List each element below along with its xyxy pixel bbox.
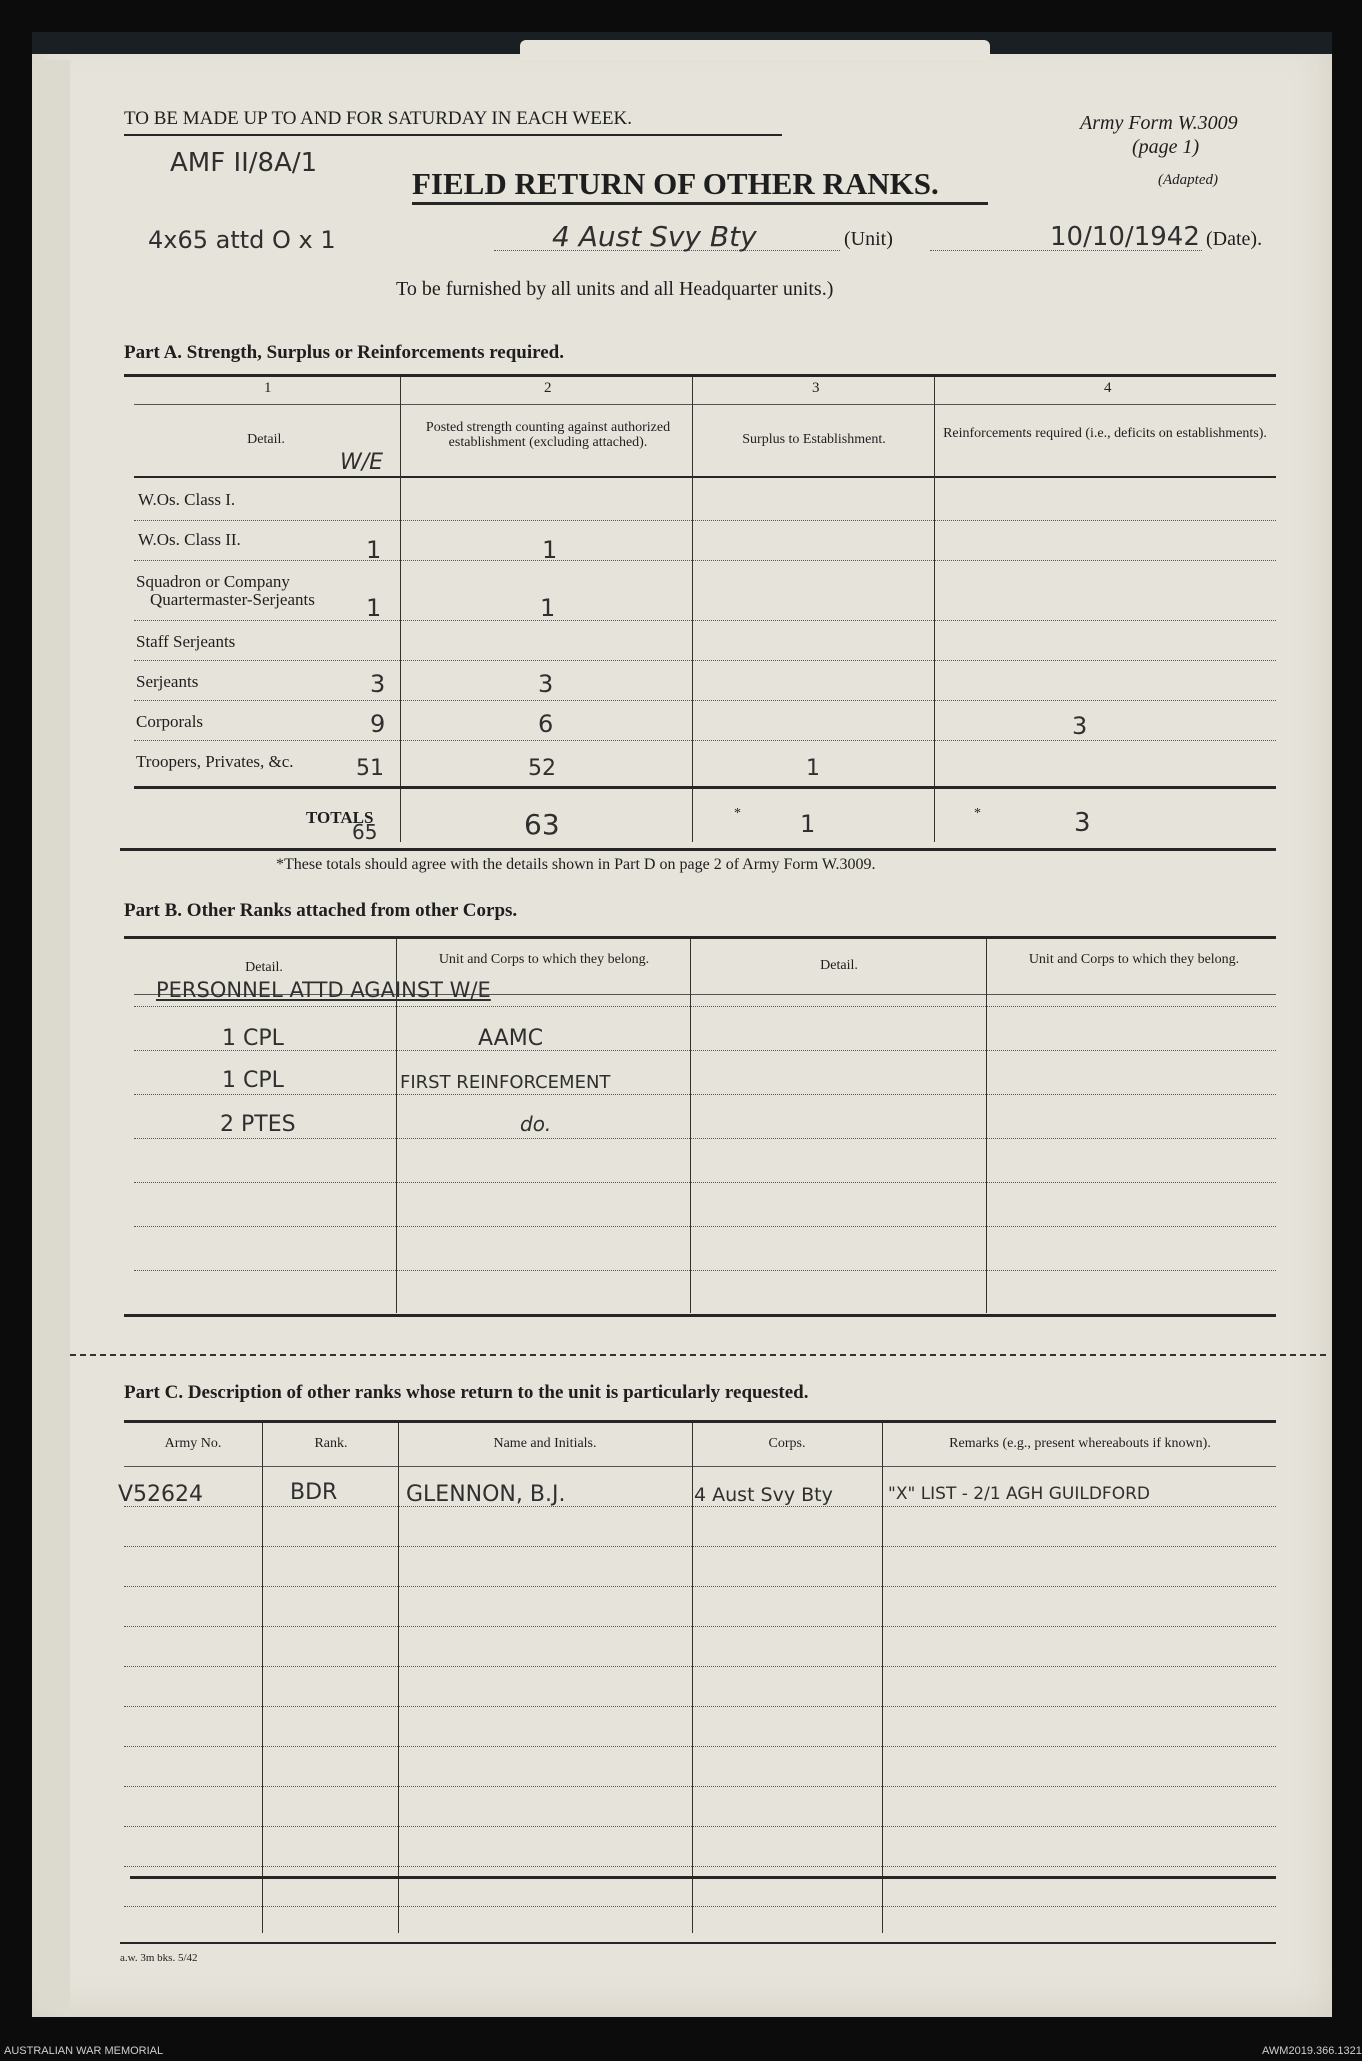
part-c-row-1-army-no: V52624 [118,1482,204,1507]
part-b-top-rule [124,936,1276,939]
posted-serjeants: 3 [538,670,554,698]
row-rule [134,1226,1276,1227]
row-rule [134,1050,1276,1051]
part-c-divider-1 [262,1423,263,1933]
posted-wo-class-2: 1 [542,536,558,564]
col-number-2: 2 [544,380,552,396]
part-b-header-unit-2: Unit and Corps to which they belong. [1028,952,1240,967]
row-rule [124,1786,1276,1787]
we-label: W/E [340,450,384,475]
posted-corporals: 6 [538,710,554,738]
we-corporals: 9 [370,710,386,738]
part-b-row-3-detail: 2 PTES [220,1112,296,1137]
archive-caption-left: AUSTRALIAN WAR MEMORIAL [4,2045,164,2057]
part-b-divider-3 [986,939,987,1313]
row-label-staff-serjeants: Staff Serjeants [136,632,236,651]
perforation-line [70,1354,1326,1356]
part-b-row-3-unit: do. [520,1112,552,1136]
part-b-bottom-rule [124,1314,1276,1317]
totals-reinf: 3 [1074,808,1091,838]
part-c-bottom-rule [120,1942,1276,1944]
instruction-line: TO BE MADE UP TO AND FOR SATURDAY IN EACH WEEK. [124,108,632,129]
row-rule [124,1826,1276,1827]
part-c-header-rule [124,1466,1276,1467]
form-number: Army Form W.3009 [1080,112,1238,134]
part-b-divider-2 [690,939,691,1313]
part-b-subheading: PERSONNEL ATTD AGAINST W/E [156,978,491,1002]
row-rule [124,1746,1276,1747]
totals-surplus: 1 [800,810,816,838]
part-a-divider-1 [400,377,401,842]
part-c-row-1-corps: 4 Aust Svy Bty [694,1484,833,1506]
part-b-header-detail-2: Detail. [820,958,858,973]
part-b-header-unit-1: Unit and Corps to which they belong. [438,952,650,967]
col-number-3: 3 [812,380,820,396]
row-rule [134,620,1276,621]
part-a-totals-rule [134,786,1276,789]
col-number-1: 1 [264,380,272,396]
we-sqms: 1 [366,594,382,622]
part-c-header-army-no: Army No. [164,1436,222,1451]
date-value: 10/10/1942 [1050,222,1200,252]
row-rule [124,1586,1276,1587]
part-b-row-1-unit: AAMC [478,1026,544,1051]
totals-reinf-asterisk: * [974,806,981,821]
reinf-corporals: 3 [1072,712,1088,740]
totals-surplus-asterisk: * [734,806,741,821]
form-title: FIELD RETURN OF OTHER RANKS. [412,166,939,201]
row-label-serjeants: Serjeants [136,672,199,691]
part-c-header-name: Name and Initials. [493,1436,597,1451]
row-rule [134,1182,1276,1183]
part-c-row-1-name: GLENNON, B.J. [406,1482,566,1507]
part-c-row-1-remarks: "X" LIST - 2/1 AGH GUILDFORD [888,1484,1150,1504]
part-c-header-remarks: Remarks (e.g., present whereabouts if known). [949,1436,1211,1451]
row-rule [124,1626,1276,1627]
totals-we: 65 [352,820,378,844]
row-rule [134,520,1276,521]
row-label-wo-class-1: W.Os. Class I. [138,490,236,509]
row-rule [134,660,1276,661]
part-a-divider-3 [934,377,935,842]
part-b-header-detail-1: Detail. [245,960,283,975]
we-wo-class-2: 1 [366,536,382,564]
header-detail: Detail. [247,432,285,447]
part-a-divider-2 [692,377,693,842]
row-rule [134,740,1276,741]
part-c-top-rule [124,1420,1276,1423]
part-c-bottom-double-rule [130,1876,1276,1879]
page-number: (page 1) [1132,136,1200,158]
title-underline [412,202,988,205]
we-privates: 51 [356,756,384,781]
date-label: (Date). [1206,228,1263,250]
row-rule [124,1666,1276,1667]
row-rule [124,1546,1276,1547]
form-paper [32,32,1332,2017]
col-number-rule [134,404,1276,405]
col-number-4: 4 [1104,380,1112,396]
part-c-heading: Part C. Description of other ranks whose return to the unit is particularly requested. [124,1382,809,1403]
surplus-privates: 1 [806,756,820,781]
part-a-top-rule [124,374,1276,377]
row-label-sqms-2: Quartermaster-Serjeants [150,590,315,609]
torn-paper-edge [520,40,990,60]
part-c-header-rank: Rank. [314,1436,348,1451]
posted-sqms: 1 [540,594,556,622]
archive-caption-right: AWM2019.366.1321 [1262,2045,1362,2057]
row-rule [134,700,1276,701]
row-rule [124,1906,1276,1907]
part-c-divider-2 [398,1423,399,1933]
part-a-heading: Part A. Strength, Surplus or Reinforcements required. [124,342,564,363]
row-rule [134,1138,1276,1139]
unit-label: (Unit) [844,228,893,250]
totals-label: TOTALS [306,808,374,827]
row-rule [124,1706,1276,1707]
part-b-row-2-unit: FIRST REINFORCEMENT [400,1072,611,1093]
part-a-footnote: *These totals should agree with the details shown in Part D on page 2 of Army Form W.3009. [276,856,876,873]
part-a-bottom-rule [120,848,1276,851]
part-c-header-corps: Corps. [768,1436,806,1451]
row-rule [134,560,1276,561]
row-label-sqms: Squadron or Company [136,572,290,591]
part-c-divider-4 [882,1423,883,1933]
instruction-underline [124,134,782,136]
furnish-note: To be furnished by all units and all Headquarter units.) [396,278,834,300]
row-label-privates: Troopers, Privates, &c. [136,752,294,771]
totals-posted: 63 [524,808,560,841]
strength-note-handwritten: 4x65 attd O x 1 [148,226,336,254]
row-label-wo-class-2: W.Os. Class II. [138,530,241,549]
part-b-heading: Part B. Other Ranks attached from other Corps. [124,900,518,921]
adapted-note: (Adapted) [1158,172,1218,188]
reference-handwritten: AMF II/8A/1 [170,148,318,178]
part-b-row-2-detail: 1 CPL [222,1068,284,1093]
row-rule [124,1506,1276,1507]
unit-value: 4 Aust Svy Bty [552,220,757,253]
row-rule [134,1006,1276,1007]
part-a-header-rule [134,476,1276,478]
part-c-row-1-rank: BDR [290,1480,338,1505]
part-b-row-1-detail: 1 CPL [222,1026,284,1051]
posted-privates: 52 [528,756,556,781]
print-code: a.w. 3m bks. 5/42 [120,1952,198,1964]
we-serjeants: 3 [370,670,386,698]
part-c-divider-3 [692,1423,693,1933]
row-label-corporals: Corporals [136,712,204,731]
paper-left-strip [36,60,70,2010]
row-rule [134,1270,1276,1271]
header-reinforcements: Reinforcements required (i.e., deficits on establishments). [943,426,1267,441]
row-rule [124,1866,1276,1867]
header-posted-strength: Posted strength counting against authorized establishment (excluding attached). [425,420,671,450]
header-surplus: Surplus to Establishment. [742,432,886,447]
row-rule [134,1094,1276,1095]
